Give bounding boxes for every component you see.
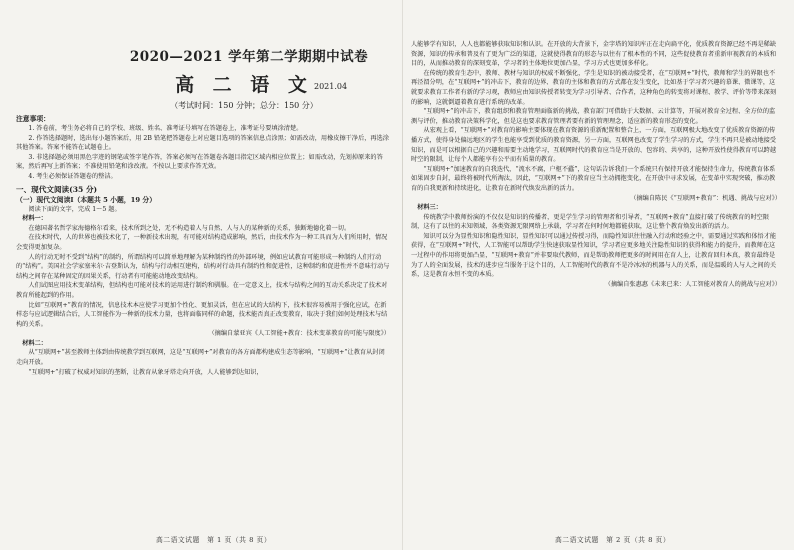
note-item: 3. 非选择题必须用黑色字迹的钢笔或签字笔作答，答案必须写在答题卷各题目指定区域内相应位置上；如需改动，先划掉原来的答案，然后再写上新答案；不准使用铅笔和涂改液。不按以上要求作答无效。 xyxy=(16,153,383,171)
exam-time: （考试时间：150 分钟；总分：150 分） xyxy=(170,101,318,110)
page-2-body xyxy=(411,40,781,289)
page-2 xyxy=(409,0,784,550)
subject-title: 高 二 语 文 xyxy=(175,74,313,96)
material-1-paragraph: 在技术时代，人的世界也被技术化了，一种新技术出现，有可能对结构造成影响，然后，由技术作为一种工具而为人们所用时，情况会变得更加复杂。 xyxy=(16,234,388,251)
material-2-paragraph: 从宏观上看，“互联网+”对教育的影响主要体现在教育资源的重新配置和整合上，一方面，互联网极大地改变了优质教育资源的传播方式，使得身处偏远地区的学生也能享受到优质的教育资源，另一方面，互联网也改变了学生学习的方式，学生不再只是被动地接受知识，而是可以根据自己的兴趣和需要主动地学习，互联网时代的教育应当是开放的、包容的、共享的，这种开放性使得教育可以跨越时空的限制，让每个人都能享有公平而有质量的教育。 xyxy=(411,127,777,164)
material-2-paragraph: “互联网+”加速教育的自我迭代，“流水不腐，户枢不蠹”，这句话告诉我们一个系统只有保持开放才能保持生命力，传统教育体系如果固步自封，最终将被时代所淘汰，因此，“互联网+”下的教育应当主动拥抱变化，在开放中寻求发展，在变革中实现突破，推动教育的自我更新和持续进化，让教育在新时代焕发出新的活力。 xyxy=(411,165,776,192)
page-1 xyxy=(14,0,398,550)
page-2-footer: 高二语文试题 第 2 页（共 8 页） xyxy=(555,536,671,544)
material-3-paragraph: 传统教学中教师扮演的不仅仅是知识的传播者，更是学生学习的管理者和引导者，“互联网+教育”直接打破了传统教育的时空限制，这有了以往的未知领域，各类资源无限网络上承载，学习者在何时何地都能获取，这让整个教育焕发出新的活力。 xyxy=(411,213,770,231)
exam-title: 2020—2021 学年第二学期期中试卷 xyxy=(129,49,369,65)
material-2-source: （摘编自陈民《“互联网+教育”：机遇、挑战与应对》） xyxy=(630,194,781,202)
notes-block xyxy=(16,114,390,377)
material-1-paragraph: 人们试图应用技术变革结构，但结构也可能对技术的运用进行制约和驯服。在一定意义上，技术与结构之间的互动关系决定了技术对教育所能起到的作用。 xyxy=(16,282,388,299)
page-1-footer: 高二语文试题 第 1 页（共 8 页） xyxy=(156,536,272,544)
material-2-paragraph: 在传统的教育生态中，教师、教材与知识的权威不断强化，学生是知识的被动接受者，在“互联网+”时代，教师和学生的界限也不再泾渭分明，在“互联网+”的冲击下，教育的边界、教育的主体和教育的方式都在发生变化，比如基于学习者兴趣的慕课、微课等，这就要求教育工作者有新的学习观，教师应由知识传授者转变为学习引导者、合作者，这种角色的转变将对课程、教学、评价等带来深刻的影响，这就倒逼着教育进行系统的改革。 xyxy=(411,69,777,106)
exam-date: 2021.04 xyxy=(314,82,348,91)
material-3-source: （摘编自张惠惠《未来已来：人工智能对教育人的挑战与应对》） xyxy=(604,280,781,288)
note-item: 1. 答卷前，考生务必将自己的学校、班级、姓名、准考证号填写在答题卷上，准考证号要填涂清楚。 xyxy=(28,125,303,132)
material-2-paragraph: “互联网+”打破了权威对知识的垄断，让教育从象牙塔走向开放，人人能够到达知识， xyxy=(28,368,263,376)
note-item: 4. 考生必须保证答题卷的整洁。 xyxy=(28,172,117,180)
material-1-paragraph: 在德国著名哲学家海德格尔看来，技术所到之处，无不构造着人与自然、人与人的某种新的关系，独断地德化着一切。 xyxy=(28,224,351,232)
material-3-label: 材料三： xyxy=(417,204,442,212)
subsection-heading: （一）现代文阅读Ⅰ（本题共 5 小题，19 分） xyxy=(16,195,157,204)
material-1-label: 材料一： xyxy=(22,215,47,223)
material-3-paragraph: 知识可以分为显性知识和隐性知识，显性知识可以通过传授习得，而隐性知识往往融入行动和经验之中，需要通过实践和体悟才能获得，在“互联网+”时代，人工智能可以帮助学生快速获取显性知识，学习者应更多地关注隐性知识的获得和能力的提升，而教师在这一过程中的作用将更加凸显，“互联网+教育”并非要取代教师，而是帮助教师把更多的时间用在育人上，让教育回归本真，教育最终是为了人的全面发展，技术的进步应当服务于这个目的，人工智能时代的教育不是冷冰冰的机器与人的关系，而是温暖的人与人之间的关系，这是教育永恒不变的本质。 xyxy=(411,232,777,279)
note-item: 2. 作答选择题时，选出每小题答案后，用 2B 铅笔把答题卷上对应题目选项的答案信息点涂黑；如需改动，用橡皮擦干净后，再选涂其他答案。答案不能答在试题卷上。 xyxy=(16,134,389,152)
material-2-label: 材料二： xyxy=(22,339,47,347)
material-1-paragraph: 人的行动无时不受到“结构”的制约，所谓结构可以简单地理解为某种制约性的外部环境，例如应试教育可能形成一种制约人们行动的“结构”。美国社会学家塞米尔·吉登斯认为，结构与行动相互建构，结构对行动具有制约性和促进性，这种制约和促进性并不意味行动与结构之间存在某种固定的因果关系，行动者有可能能动地改变结构。 xyxy=(16,253,390,280)
material-1-source: （摘编自蒙亚宾《人工智能+教育：技术变革教育的可能与限度》） xyxy=(208,330,390,338)
material-2-paragraph: 从“互联网+”甚至教师主体到由传统教学到互联网，这是“互联网+”对教育的各方面都构建成生态等影响，“互联网+”让教育从封闭走向开放。 xyxy=(16,349,385,367)
page-fold xyxy=(402,0,403,550)
notes-heading: 注意事项： xyxy=(16,115,50,123)
material-2-paragraph: “互联网+”的冲击下，教育组织和教育管理面临新的挑战，教育部门可借助于大数据、云计算等，开展对教育全过程、全方位的监测与评价，推动教育决策科学化，但是这也要求教育管理者要有新的管理理念，适应新的教育形态的变化。 xyxy=(411,108,776,125)
material-1-paragraph: 比如“互联网+”教育的情况，信息技术本应使学习更加个性化、更加灵活，但在应试的大结构下，技术很容易被用于强化应试，在新样态与应试逻辑结合后，人工智能作为一种新的技术力量，也将面临同样的命题，技术能否真正改变教育，取决于我们如何处理技术与结构的关系。 xyxy=(16,301,388,328)
continued-paragraph: 人能够学有知识，人人也都能够获取知识和认识。在开放的大背景下，金字塔的知识库正在走向扁平化，优质教育资源已经不再是稀缺资源，知识的传承和普及有了更为广泛的渠道，这就使得教育的形态与以往有了根本性的不同，这些促使教育者重新审视教育的本质和目的，从而推动教育的深刻变革，学习者的主体地位更加凸显，学习方式也更加多样化。 xyxy=(411,41,777,68)
section-heading: 一、现代文阅读(35 分) xyxy=(16,184,98,194)
instruction-text: 阅读下面的文字，完成 1～5 题。 xyxy=(28,205,121,213)
